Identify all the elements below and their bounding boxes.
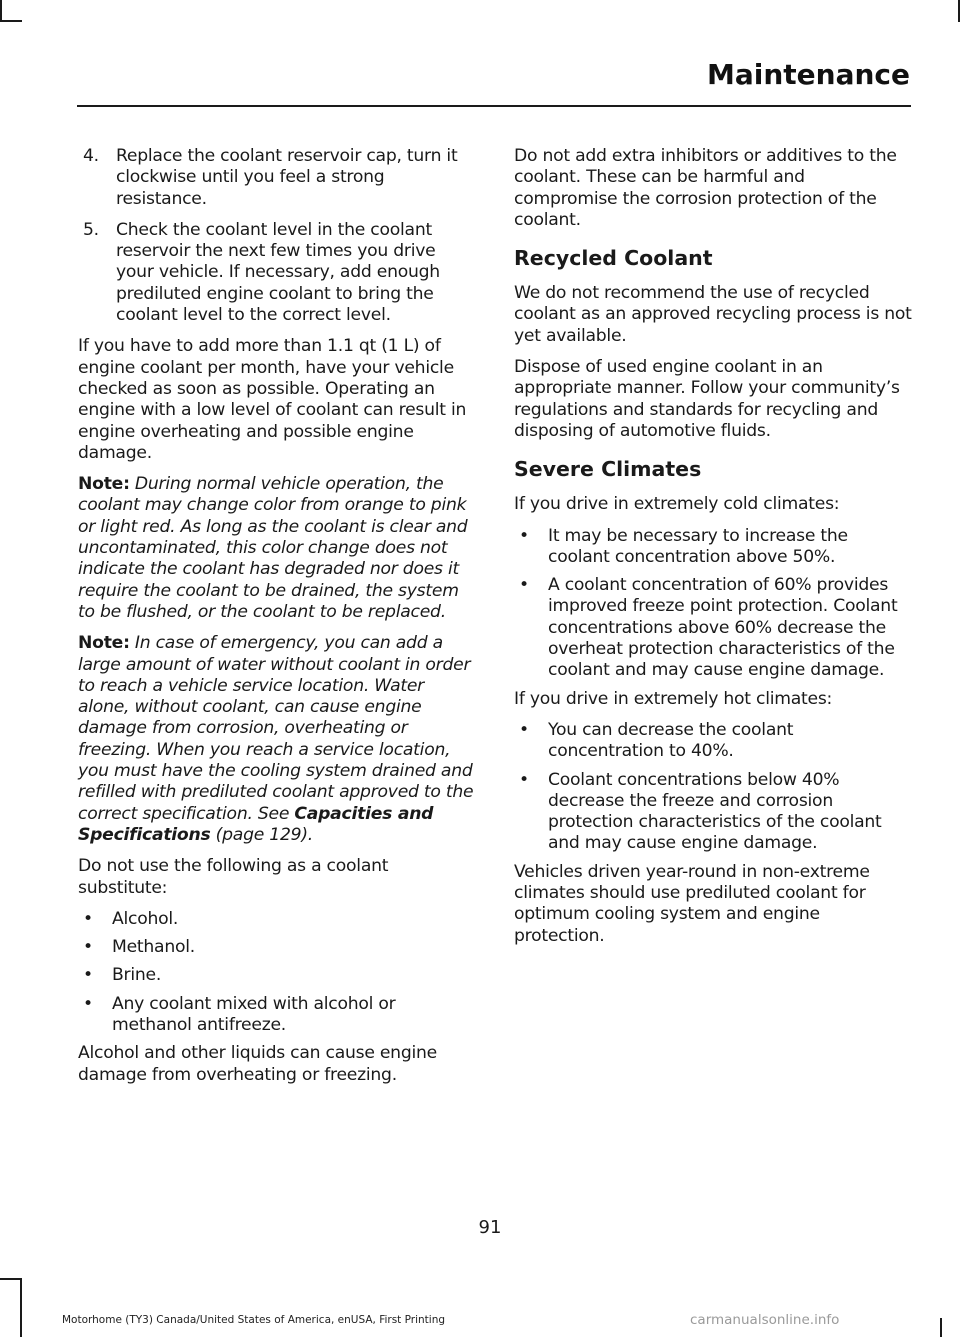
crop-mark-top-left-h [0, 20, 22, 22]
list-item-text: It may be necessary to increase the coolant concentration above 50%. [548, 525, 848, 567]
left-column [78, 146, 476, 1096]
bullet-icon: • [519, 719, 529, 740]
list-item-text: A coolant concentration of 60% provides improved freeze point protection. Coolant concentrations above 60% decrease the overheat protection characteristics of the coolant and may cause engine damage. [548, 575, 898, 681]
step-text: Replace the coolant reservoir cap, turn it clockwise until you feel a strong resistance. [116, 146, 458, 209]
paragraph-coolant-consumption: If you have to add more than 1.1 qt (1 L) of engine coolant per month, have your vehicle checked as soon as possible. Operating an engine with a low level of coolant can result in engine overheating and possible engine damage. [78, 336, 467, 463]
list-item [78, 909, 476, 930]
heading-recycled-coolant: Recycled Coolant [514, 246, 713, 271]
note-text: During normal vehicle operation, the coolant may change color from orange to pink or light red. As long as the coolant is clear and uncontaminated, this color change does not indicate the coolant has degraded nor does it require the coolant to be drained, the system to be flushed, or the coolant to be replaced. [78, 474, 468, 622]
list-item-text: Alcohol. [112, 908, 179, 929]
paragraph-year-round: Vehicles driven year-round in non-extreme climates should use prediluted coolant for optimum cooling system and engine protection. [514, 861, 870, 946]
list-item-text: Brine. [112, 965, 162, 986]
step-5 [78, 220, 476, 326]
paragraph-cold-intro: If you drive in extremely cold climates: [514, 494, 840, 515]
paragraph-hot-intro: If you drive in extremely hot climates: [514, 688, 833, 709]
list-item-text: Methanol. [112, 937, 195, 958]
crop-mark-bottom-left [0, 1278, 22, 1280]
list-item [78, 994, 476, 1037]
heading-severe-climates: Severe Climates [514, 457, 702, 482]
crop-mark-bottom-left-v [20, 1278, 22, 1337]
bullet-icon: • [519, 525, 529, 546]
crop-mark-bottom-right [940, 1318, 942, 1337]
list-item [514, 575, 912, 681]
bullet-icon: • [83, 937, 93, 958]
header-rule [77, 105, 911, 107]
list-item [78, 965, 476, 986]
footer-text: Motorhome (TY3) Canada/United States of America, enUSA, First Printing [62, 1314, 446, 1326]
bullet-icon: • [83, 965, 93, 986]
note-label: Note: [78, 633, 130, 654]
list-item-text: Coolant concentrations below 40% decrease the freeze and corrosion protection characteristics of the coolant and may cause engine damage. [548, 769, 882, 854]
note-label: Note: [78, 474, 130, 495]
note-emergency-water [78, 633, 476, 846]
paragraph-substitutes-intro: Do not use the following as a coolant substitute: [78, 856, 389, 898]
note-color-change [78, 474, 476, 623]
list-item [514, 526, 912, 569]
paragraph-disposal: Dispose of used engine coolant in an appropriate manner. Follow your community’s regulations and standards for recycling and disposing of automotive fluids. [514, 357, 900, 441]
paragraph-recycling: We do not recommend the use of recycled coolant as an approved recycling process is not yet available. [514, 283, 912, 346]
list-item [78, 937, 476, 958]
section-title: Maintenance [706, 58, 910, 91]
bullet-icon: • [519, 769, 529, 790]
watermark: carmanualsonline.info [690, 1312, 840, 1328]
page-reference: (page 129). [210, 824, 314, 845]
step-number: 4. [83, 146, 99, 166]
paragraph-inhibitors: Do not add extra inhibitors or additives to the coolant. These can be harmful and compromise the corrosion protection of the coolant. [514, 146, 897, 230]
list-item-text: Any coolant mixed with alcohol or methanol antifreeze. [112, 993, 396, 1035]
list-item [514, 770, 912, 855]
list-item-text: You can decrease the coolant concentration to 40%. [548, 719, 794, 762]
capacities-link[interactable]: Capacities and Specifications [78, 803, 434, 845]
step-number: 5. [83, 219, 99, 240]
page-number: 91 [478, 1217, 502, 1238]
list-item [514, 720, 912, 763]
note-text: In case of emergency, you can add a large amount of water without coolant in order to reach a vehicle service location. Water alone, without coolant, can cause engine damage from corrosion, overheating or freezing. When you reach a service location, you must have the cooling system drained and refilled with prediluted coolant approved to the correct specification. See [78, 633, 474, 824]
crop-mark-top-left [0, 0, 2, 22]
right-column [514, 146, 912, 957]
bullet-icon: • [83, 993, 93, 1014]
step-4 [78, 146, 476, 210]
step-text: Check the coolant level in the coolant reservoir the next few times you drive your vehicle. If necessary, add enough prediluted engine coolant to bring the coolant level to the correct level. [116, 219, 440, 326]
paragraph-alcohol-damage: Alcohol and other liquids can cause engine damage from overheating or freezing. [78, 1043, 437, 1085]
bullet-icon: • [519, 575, 529, 596]
bullet-icon: • [83, 908, 93, 929]
